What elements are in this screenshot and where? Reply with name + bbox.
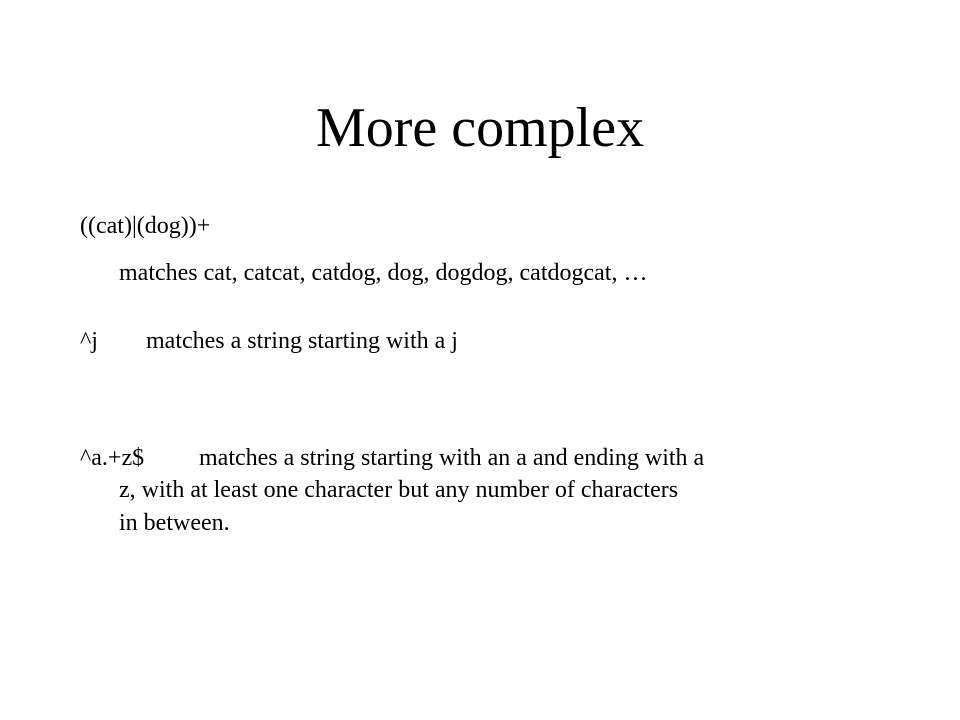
pattern-cat-dog: ((cat)|(dog))+: [80, 213, 211, 239]
slide-title: More complex: [315, 97, 645, 159]
description-caret-j: matches a string starting with a j: [146, 328, 458, 354]
item-a-to-z: [80, 444, 704, 473]
pattern-caret-j: ^j: [80, 328, 98, 354]
description-a-to-z-line-1: matches a string starting with an a and ending with a: [199, 445, 705, 471]
description-a-to-z-line-2: z, with at least one character but any number of characters: [119, 477, 679, 503]
description-cat-dog: matches cat, catcat, catdog, dog, dogdog, catdogcat, …: [119, 260, 648, 286]
description-a-to-z-line-3: in between.: [119, 510, 230, 536]
item-caret-j: [80, 327, 458, 356]
pattern-a-to-z: ^a.+z$: [80, 445, 145, 471]
